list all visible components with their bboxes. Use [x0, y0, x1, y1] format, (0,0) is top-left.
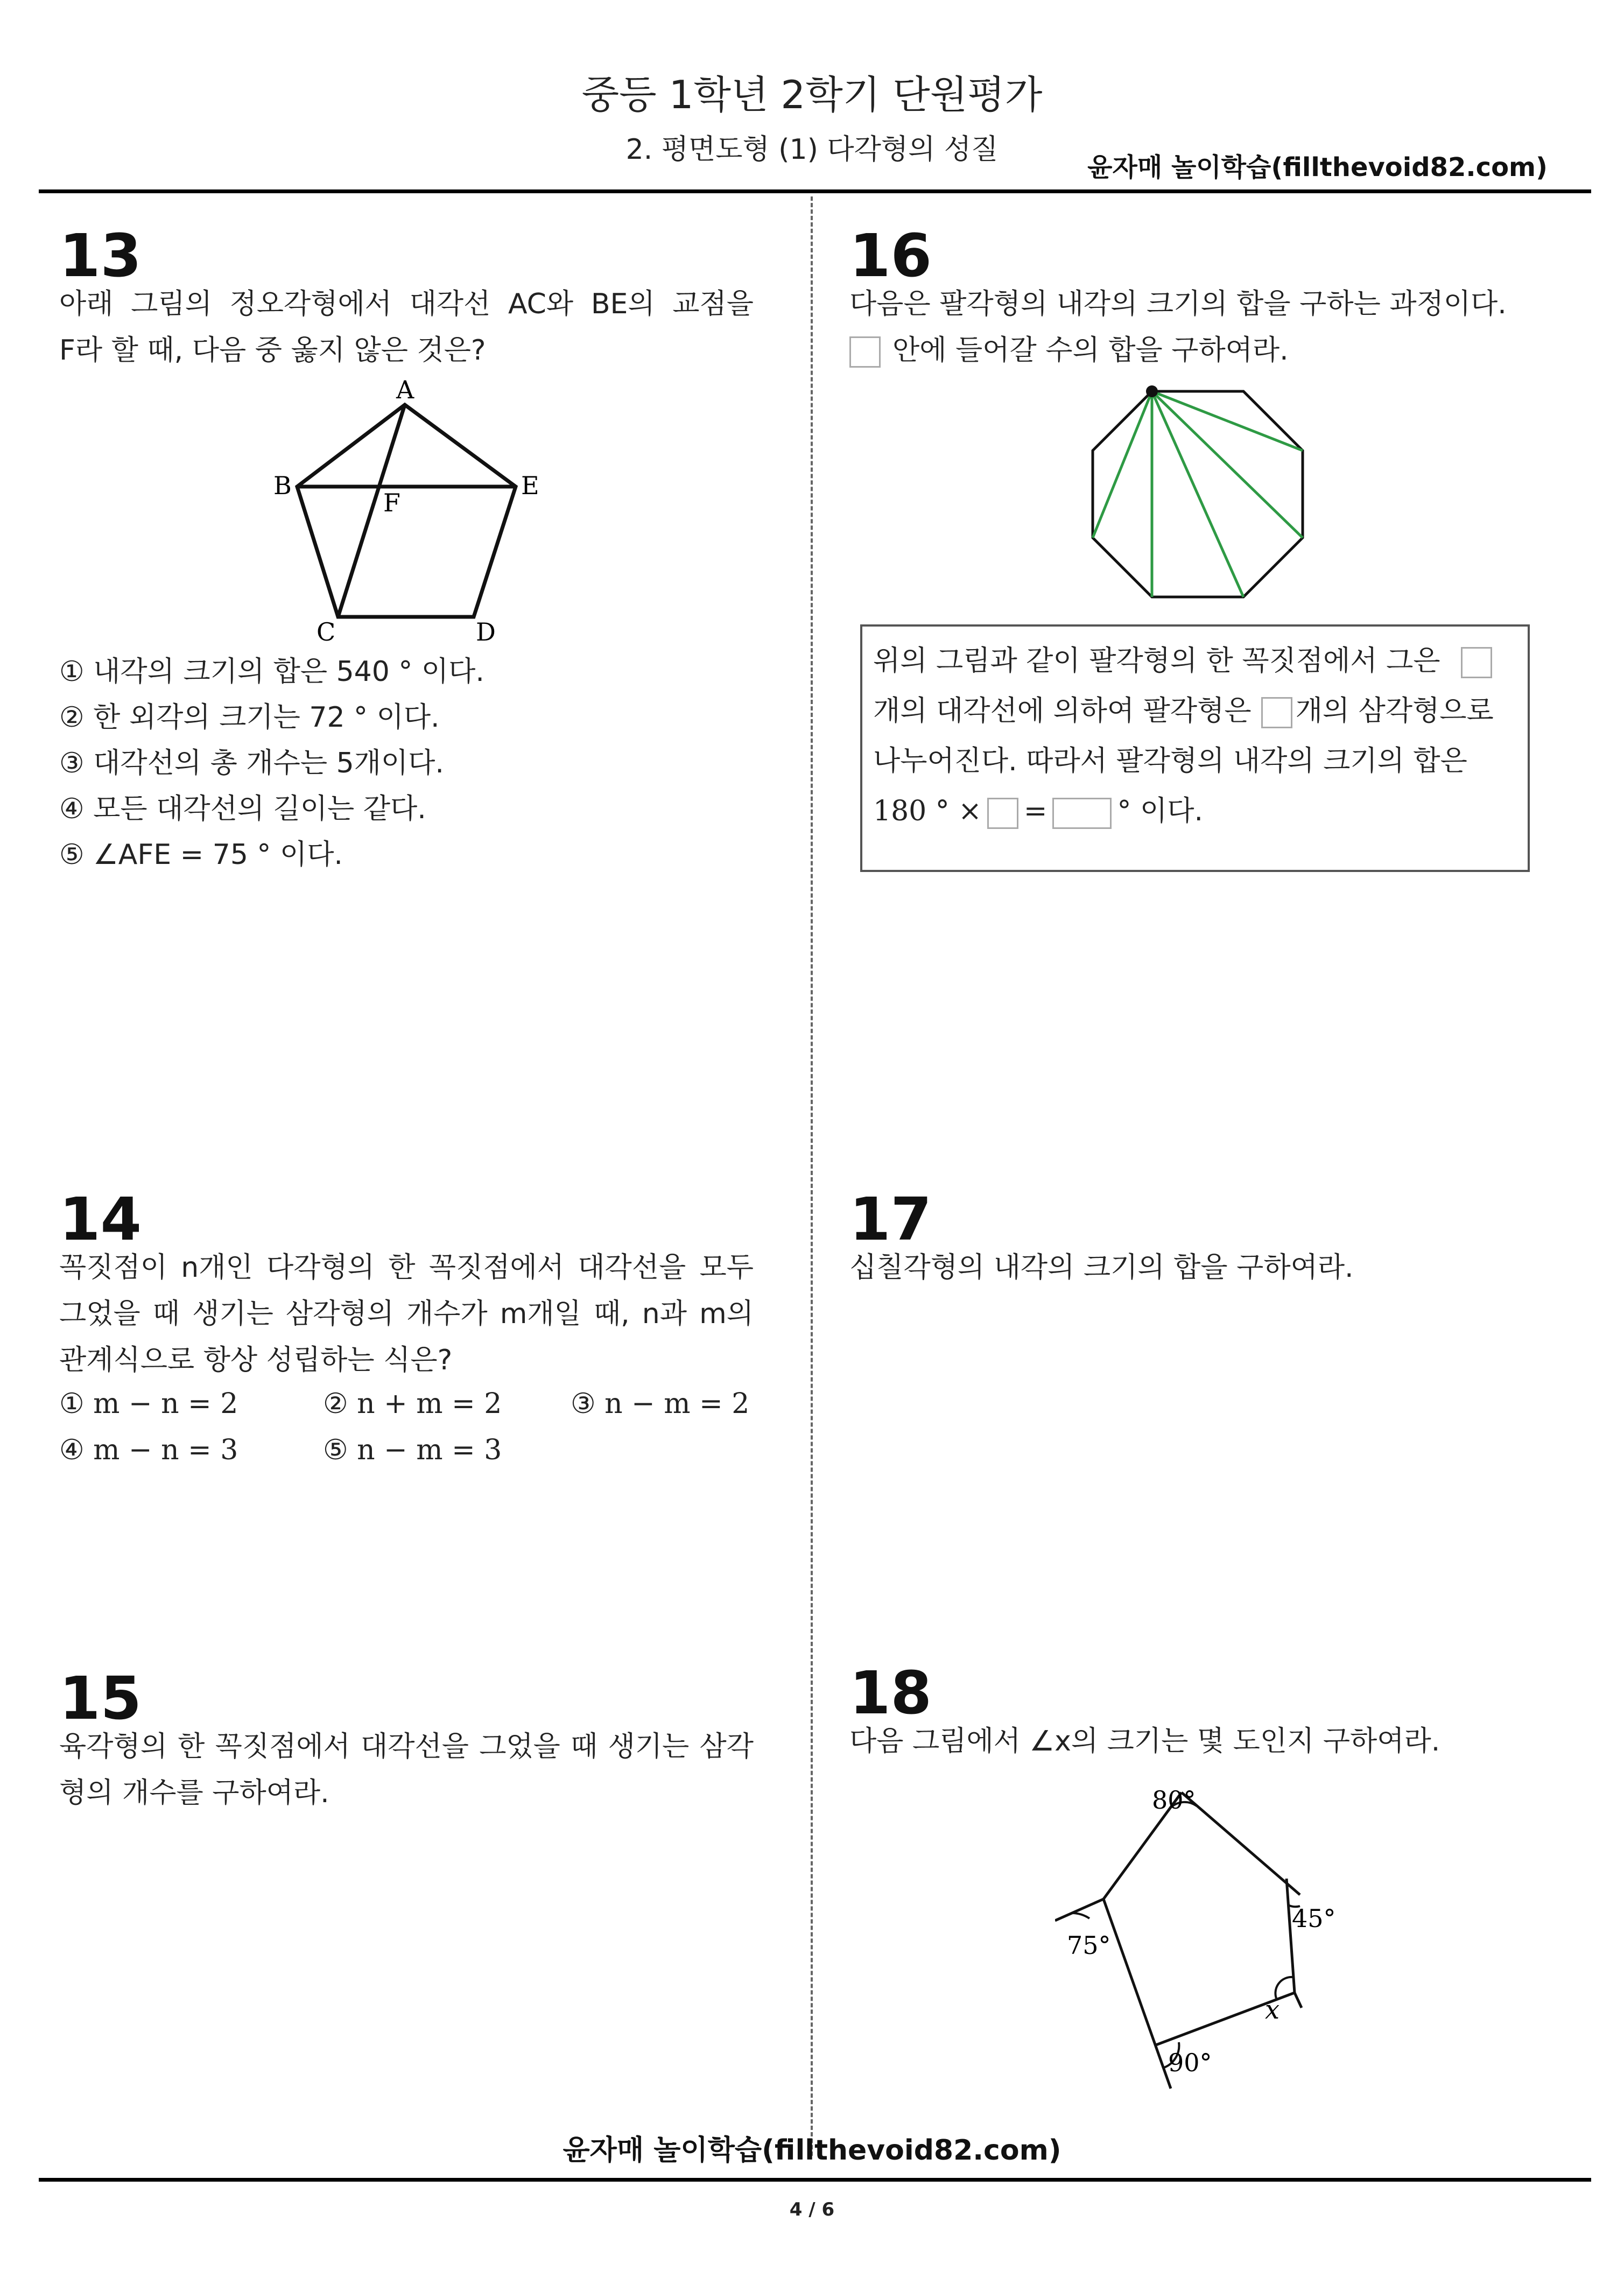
vertex-label-e: E — [521, 471, 539, 500]
question-13-line-2: F라 할 때, 다음 중 옳지 않은 것은? — [59, 334, 486, 367]
question-14-number: 14 — [59, 1185, 142, 1254]
page-number: 4 / 6 — [789, 2199, 835, 2220]
column-divider — [811, 196, 813, 2156]
angle-label-90: 90° — [1168, 2048, 1212, 2077]
question-14-text — [59, 1245, 754, 1383]
question-13-option-4[interactable]: ④ 모든 대각선의 길이는 같다. — [59, 793, 426, 825]
question-18-line-1: 다음 그림에서 ∠x의 크기는 몇 도인지 구하여라. — [849, 1725, 1440, 1757]
angle-label-45: 45° — [1292, 1904, 1336, 1933]
header-rule — [39, 189, 1591, 193]
vertex-label-d: D — [476, 617, 496, 646]
angle-arc — [1072, 1913, 1089, 1918]
solution-row-3: 나누어진다. 따라서 팔각형의 내각의 크기의 합은 — [873, 745, 1467, 777]
solution-text-4a: 180 ° × — [873, 795, 982, 827]
question-18-number: 18 — [849, 1658, 932, 1727]
answer-blank — [987, 798, 1018, 829]
question-14-line-1: 꼭짓점이 n개인 다각형의 한 꼭짓점에서 대각선을 모두 — [59, 1252, 754, 1284]
question-15-text — [59, 1724, 754, 1816]
question-14-option-2[interactable]: ② n + m = 2 — [323, 1388, 502, 1420]
question-16-solution-box — [860, 624, 1530, 872]
question-17-line-1: 십칠각형의 내각의 크기의 합을 구하여라. — [849, 1252, 1354, 1284]
question-13-text — [59, 281, 754, 374]
octagon-diagonal — [1152, 391, 1303, 538]
answer-blank — [1052, 798, 1112, 829]
question-14-line-3: 관계식으로 항상 성립하는 식은? — [59, 1344, 453, 1376]
question-16-number: 16 — [849, 221, 932, 290]
question-15-number: 15 — [59, 1664, 142, 1733]
solution-text-2b: 개의 삼각형으로 — [1295, 695, 1494, 727]
vertex-label-f: F — [383, 488, 400, 517]
question-13-option-3[interactable]: ③ 대각선의 총 개수는 5개이다. — [59, 747, 444, 779]
solution-text-4b: = — [1023, 795, 1047, 827]
pentagon-figure — [258, 377, 560, 646]
octagon-diagonal — [1093, 391, 1152, 538]
solution-row-1 — [873, 636, 1517, 686]
brand-header: 윤자매 놀이학습(fillthevoid82.com) — [1087, 152, 1548, 182]
pentagon-angles-figure — [1055, 1776, 1356, 2099]
angle-label-80: 80° — [1152, 1785, 1196, 1815]
answer-blank — [1461, 647, 1492, 678]
vertex-label-a: A — [396, 377, 414, 404]
question-13-option-5[interactable]: ⑤ ∠AFE = 75 ° 이다. — [59, 839, 343, 871]
question-13-line-1: 아래 그림의 정오각형에서 대각선 AC와 BE의 교점을 — [59, 288, 754, 320]
brand-footer: 윤자매 놀이학습(fillthevoid82.com) — [563, 2134, 1061, 2167]
question-14-line-2: 그었을 때 생기는 삼각형의 개수가 m개일 때, n과 m의 — [59, 1298, 754, 1330]
angle-label-x: x — [1265, 1995, 1280, 2025]
question-15-line-1: 육각형의 한 꼭짓점에서 대각선을 그었을 때 생기는 삼각 — [59, 1731, 754, 1763]
pentagon-shape — [297, 405, 516, 617]
question-16-text — [849, 281, 1549, 374]
pentagon-side — [1295, 1993, 1302, 2008]
octagon-vertex-dot — [1146, 385, 1158, 397]
footer-rule — [39, 2178, 1591, 2182]
question-15-line-2: 형의 개수를 구하여라. — [59, 1777, 329, 1809]
page-subtitle: 2. 평면도형 (1) 다각형의 성질 — [625, 133, 999, 166]
solution-row-2 — [873, 686, 1517, 736]
question-13-number: 13 — [59, 221, 142, 290]
answer-blank — [849, 336, 881, 368]
page-title: 중등 1학년 2학기 단원평가 — [581, 72, 1043, 117]
question-16-line-1: 다음은 팔각형의 내각의 크기의 합을 구하는 과정이다. — [849, 288, 1507, 320]
solution-row-4 — [873, 786, 1517, 836]
question-14-option-3[interactable]: ③ n − m = 2 — [571, 1388, 750, 1420]
octagon-figure — [1082, 385, 1313, 606]
solution-text-1: 위의 그림과 같이 팔각형의 한 꼭짓점에서 그은 — [873, 645, 1440, 677]
vertex-label-b: B — [273, 471, 292, 500]
pentagon-side — [1055, 1899, 1103, 1921]
question-13-option-2[interactable]: ② 한 외각의 크기는 72 ° 이다. — [59, 701, 440, 734]
angle-label-75: 75° — [1067, 1931, 1111, 1960]
question-14-option-4[interactable]: ④ m − n = 3 — [59, 1434, 238, 1466]
question-17-number: 17 — [849, 1185, 932, 1254]
question-14-option-1[interactable]: ① m − n = 2 — [59, 1388, 238, 1420]
pentagon-side — [1182, 1792, 1300, 1895]
question-13-option-1[interactable]: ① 내각의 크기의 합은 540 ° 이다. — [59, 656, 484, 688]
pentagon-side — [1103, 1899, 1171, 2089]
question-16-line-2: 안에 들어갈 수의 합을 구하여라. — [892, 334, 1289, 367]
solution-text-4c: ° 이다. — [1117, 795, 1203, 827]
vertex-label-c: C — [317, 617, 336, 646]
question-14-option-5[interactable]: ⑤ n − m = 3 — [323, 1434, 502, 1466]
answer-blank — [1261, 697, 1292, 728]
octagon-diagonals — [1093, 391, 1303, 597]
solution-text-2a: 개의 대각선에 의하여 팔각형은 — [873, 695, 1252, 727]
pentagon-side — [1286, 1879, 1295, 1993]
